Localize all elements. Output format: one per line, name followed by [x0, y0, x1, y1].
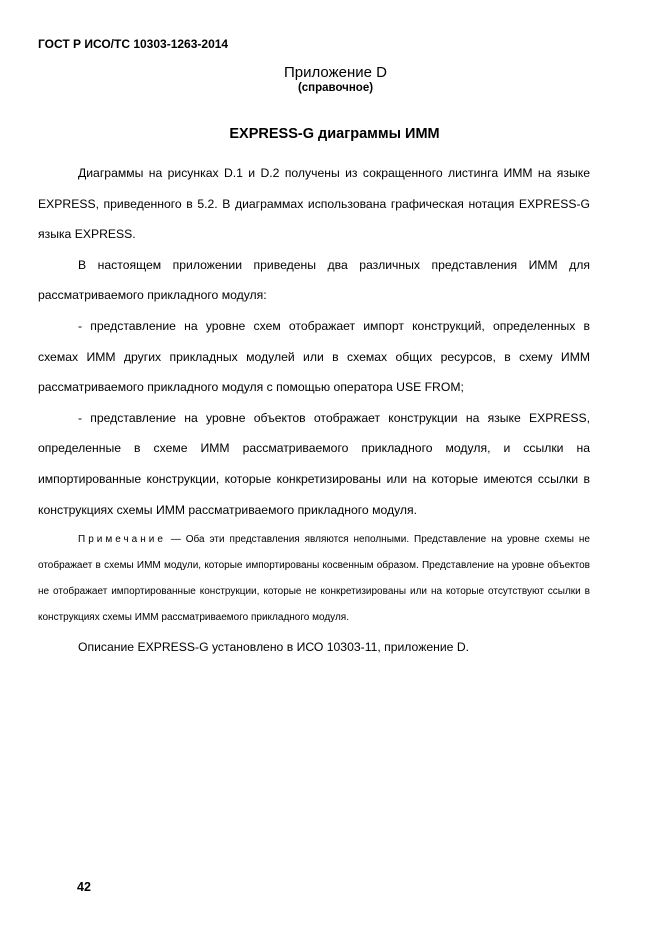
note-text: Оба эти представления являются неполными. Представление на уровне схемы не отображает в схемы ИММ модули, которые импортированы косвенным образом. Представление на уровне объектов не отображает импортированные конструкции, которые не конкретизированы или на которые отсутствуют ссылки в конструкциях схемы ИММ рассматриваемого прикладного модуля. [38, 534, 590, 623]
appendix-subtitle: (справочное) [297, 82, 374, 94]
document-header: ГОСТ Р ИСО/ТС 10303-1263-2014 [38, 37, 229, 51]
paragraph: Диаграммы на рисунках D.1 и D.2 получены из сокращенного листинга ИММ на языке EXPRESS, приведенного в 5.2. В диаграммах использована графическая нотация EXPRESS-G языка EXPRESS. [38, 166, 590, 242]
note-dash: — [165, 534, 186, 546]
paragraph: В настоящем приложении приведены два различных представления ИММ для рассматриваемого прикладного модуля: [38, 257, 590, 303]
note-label: Примечание [78, 534, 166, 546]
paragraph: Описание EXPRESS-G установлено в ИСО 10303-11, приложение D. [78, 640, 470, 655]
list-item: - представление на уровне объектов отображает конструкции на языке EXPRESS, определенные в схеме ИММ рассматриваемого прикладного модуля, и ссылки на импортированные конструкции, которые конкретизированы или на которые имеются ссылки в конструкциях схемы ИММ рассматриваемого прикладного модуля. [38, 410, 590, 517]
body-text [38, 158, 590, 663]
appendix-title: Приложение D [284, 64, 387, 81]
section-title: EXPRESS-G диаграммы ИММ [229, 126, 440, 142]
note [38, 527, 590, 630]
page-number: 42 [77, 880, 91, 894]
list-item: - представление на уровне схем отображает импорт конструкций, определенных в схемах ИММ других прикладных модулей или в схемах общих ресурсов, в схему ИММ рассматриваемого прикладного модуля с помощью оператора USE FROM; [38, 318, 590, 395]
